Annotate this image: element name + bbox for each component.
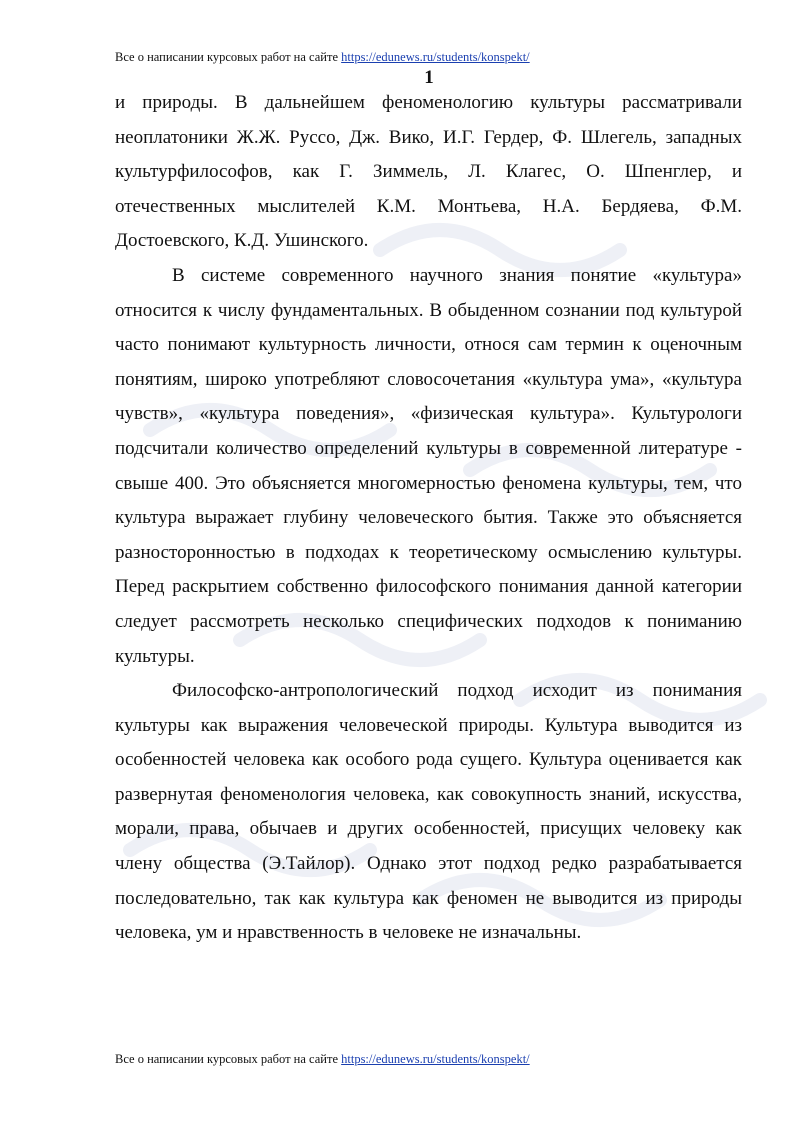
footer-link[interactable]: https://edunews.ru/students/konspekt/ [341, 1052, 530, 1066]
page-footer [115, 1051, 530, 1067]
header-link[interactable]: https://edunews.ru/students/konspekt/ [341, 50, 530, 64]
paragraph: Философско-антропологический подход исходит из понимания культуры как выражения человеческой природы. Культура выводится из особенностей человека как особого рода сущего. Культура оценивается как развернутая феноменология человека, как совокупность знаний, искусства, морали, права, обычаев и других особенностей, присущих человеку как члену общества (Э.Тайлор). Однако этот подход редко разрабатывается последовательно, так как культура как феномен не выводится из природы человека, ум и нравственность в человеке не изначальны. [115, 680, 742, 944]
paragraph: и природы. В дальнейшем феноменологию культуры рассматривали неоплатоники Ж.Ж. Руссо, Дж. Вико, И.Г. Гердер, Ф. Шлегель, западных культурфилософов, как Г. Зиммель, Л. Клагес, О. Шпенглер, и отечественных мыслителей К.М. Монтьева, Н.А. Бердяева, Ф.М. Достоевского, К.Д. Ушинского. [115, 92, 742, 252]
page-number: 1 [424, 67, 434, 88]
paragraph: В системе современного научного знания понятие «культура» относится к числу фундаментальных. В обыденном сознании под культурой часто понимают культурность личности, относя сам термин к оценочным понятиям, широко употребляют словосочетания «культура ума», «культура чувств», «культура поведения», «физическая культура». Культурологи подсчитали количество определений культуры в современной литературе - свыше 400. Это объясняется многомерностью феномена культуры, тем, что культура выражает глубину человеческого бытия. Также это объясняется разносторонностью в подходах к теоретическому осмыслению культуры. Перед раскрытием собственно философского понимания данной категории следует рассмотреть несколько специфических подходов к пониманию культуры. [115, 264, 742, 667]
header-text: Все о написании курсовых работ на сайте [115, 50, 342, 64]
page-header [115, 49, 530, 65]
document-body [115, 86, 742, 951]
footer-text: Все о написании курсовых работ на сайте [115, 1052, 342, 1066]
